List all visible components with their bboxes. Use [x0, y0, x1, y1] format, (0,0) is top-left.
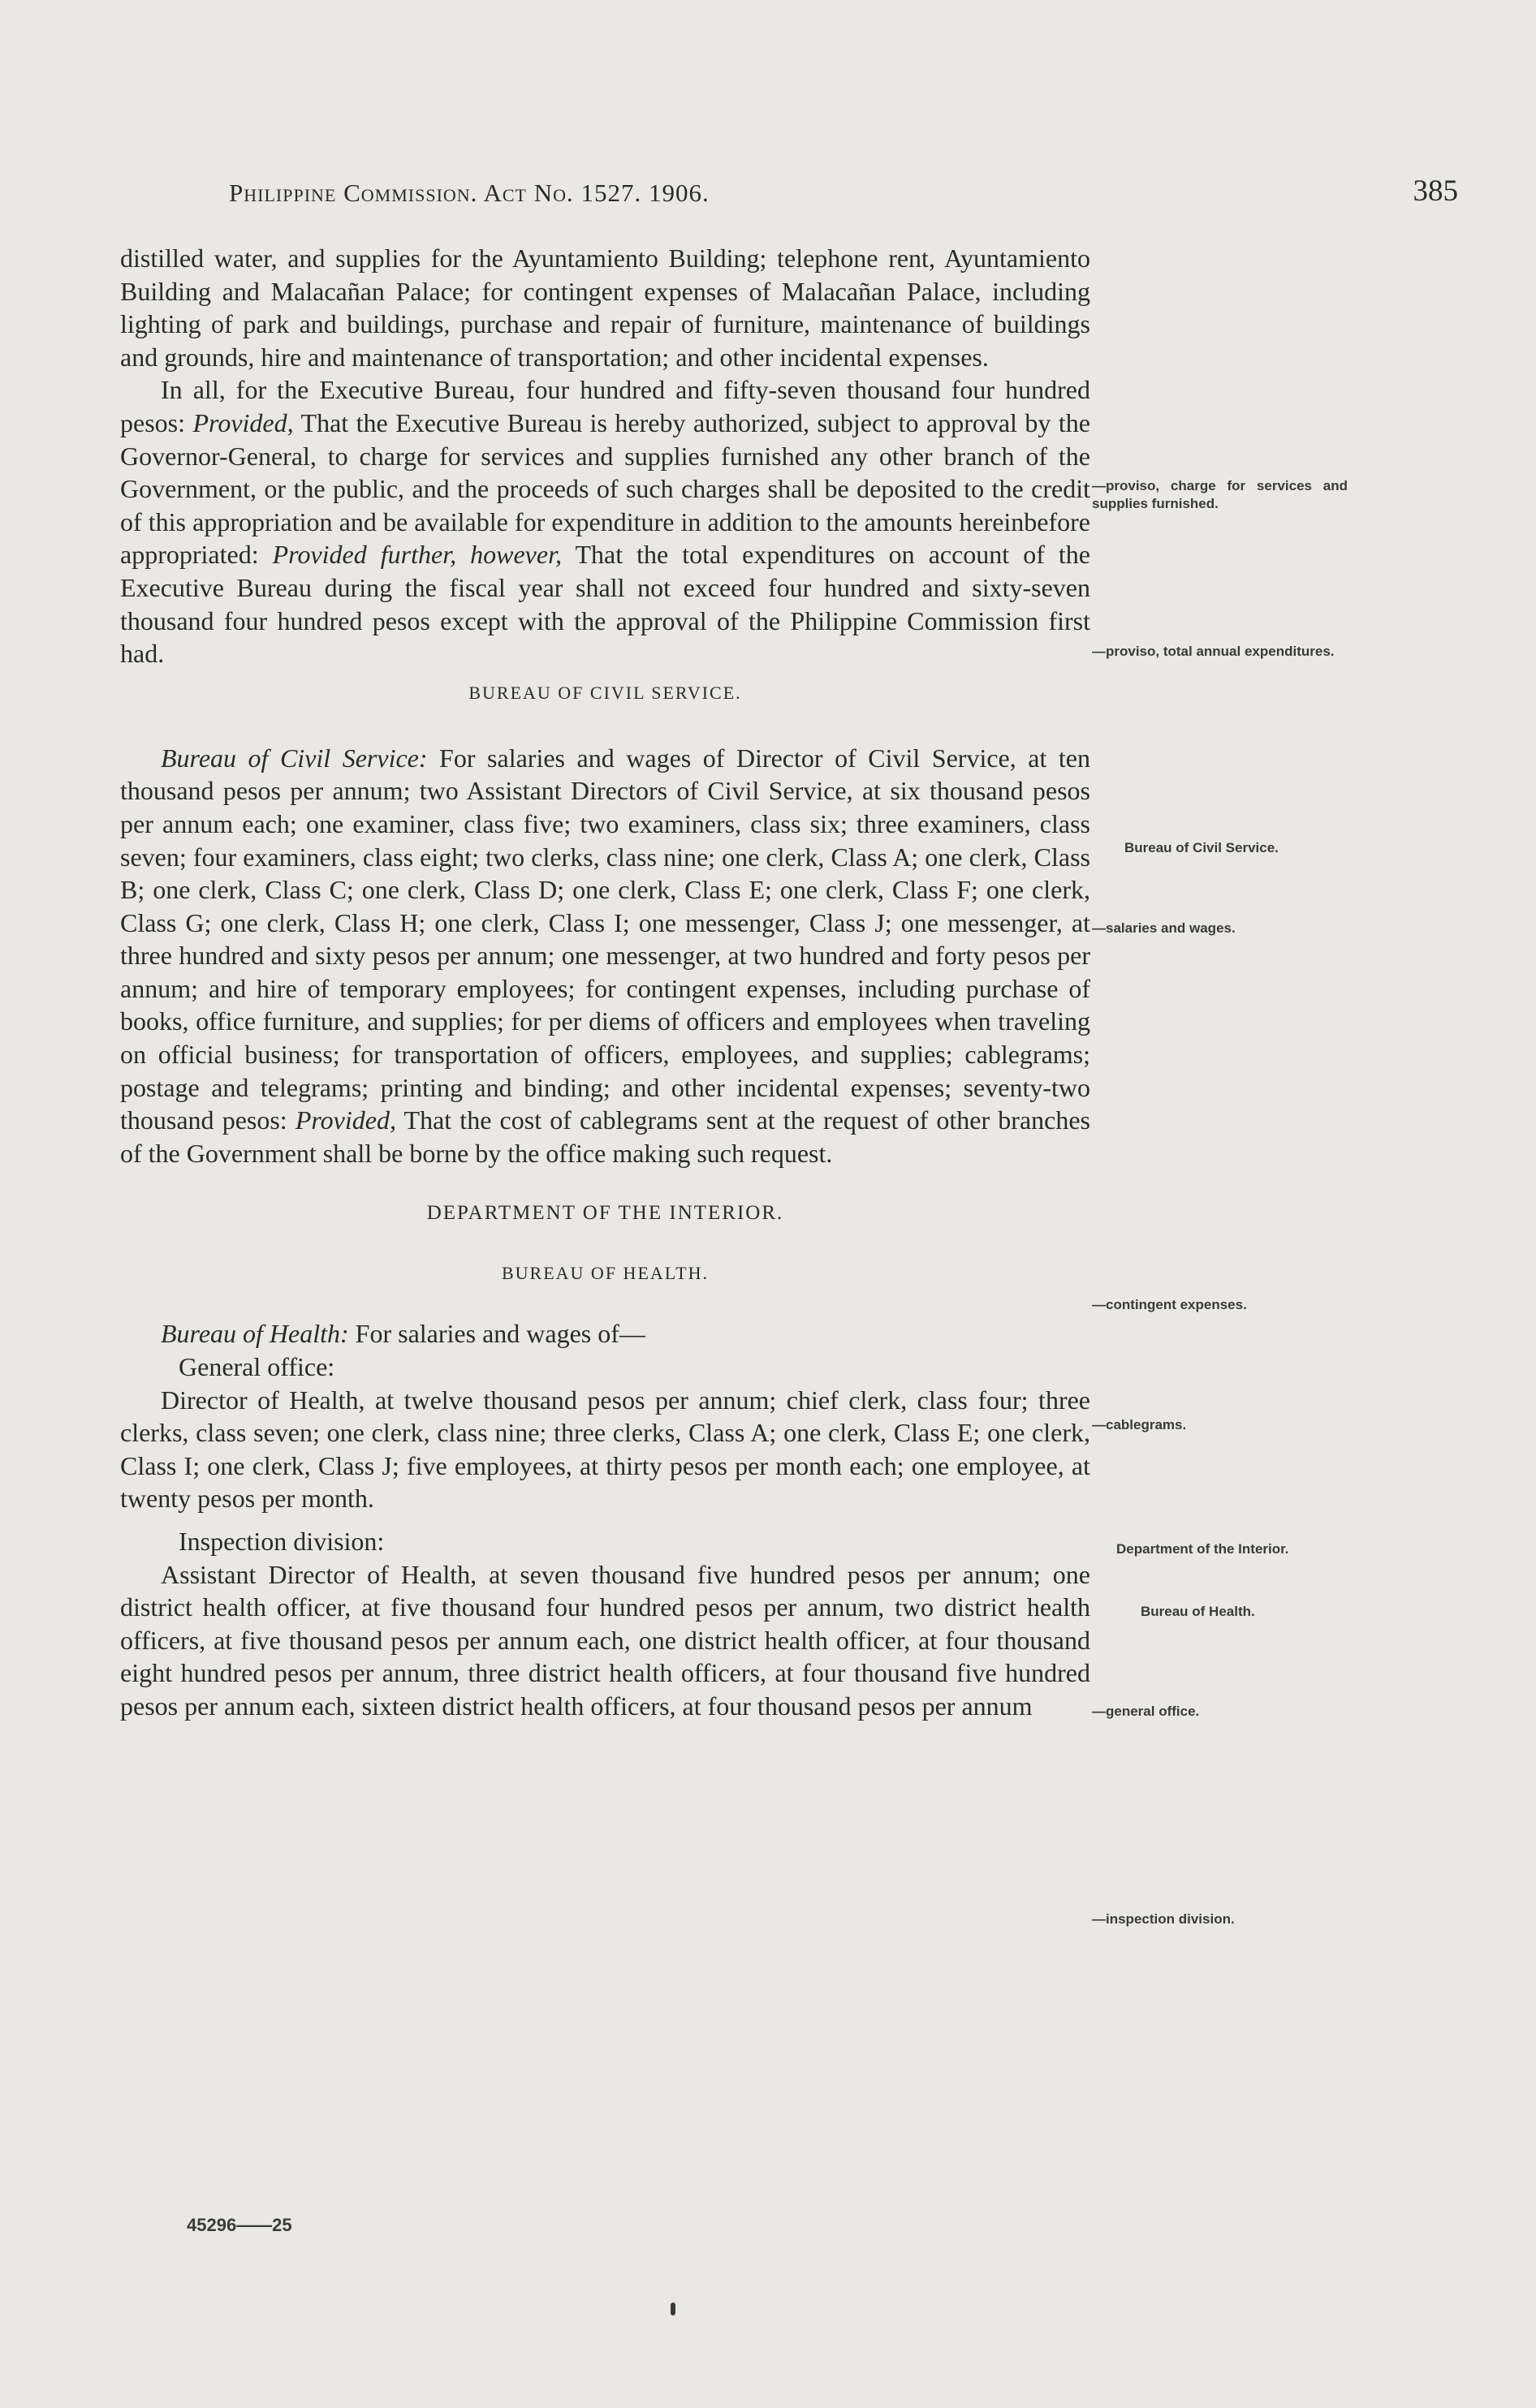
paragraph-inspection-division: Assistant Director of Health, at seven thousand five hundred pesos per annum; one district health officer, at five thousand four hundred pesos per annum, two district health officers, at five thousand pesos per annum each, one district health officer, at four thousand eight hundred pesos per annum, three district health officers, at four thousand five hundred pesos per annum each, sixteen district health officers, at four thousand pesos per annum [120, 1559, 1090, 1721]
bottom-ornament [671, 2302, 675, 2315]
paragraph-health-intro: Bureau of Health: For salaries and wages of— [161, 1319, 645, 1349]
margin-note-proviso-total: —proviso, total annual expenditures. [1092, 644, 1335, 659]
running-title: Philippine Commission. Act No. 1527. 1906. [229, 179, 710, 207]
margin-note-bureau-health: Bureau of Health. [1141, 1604, 1255, 1619]
main-text [120, 242, 1090, 1723]
margin-note-salaries-wages: —salaries and wages. [1092, 920, 1236, 936]
page-number: 385 [1413, 174, 1458, 208]
heading-department-interior: DEPARTMENT OF THE INTERIOR. [426, 1202, 784, 1225]
running-header [0, 174, 1536, 219]
paragraph-executive-total: In all, for the Executive Bureau, four hundred and fifty-seven thousand four hundred pesos: Provided, That the Executive Bureau is hereby authorized, subject to approval by the Governor-General, to charge for services and supplies furnished any other branch of the Government, or the public, and the proceeds of such charges shall be deposited to the credit of this appropriation and be available for expenditure in addition to the amounts hereinbefore appropriated: Provided further, however, That the total expenditures on account of the Executive Bureau during the fiscal year shall not exceed four hundred and sixty-seven thousand four hundred pesos except with the approval of the Philippine Commission first had. [120, 375, 1091, 669]
margin-note-civil-service: Bureau of Civil Service. [1124, 840, 1279, 855]
heading-bureau-health: BUREAU OF HEALTH. [501, 1263, 710, 1284]
provided-emphasis: Provided, [192, 407, 294, 437]
paragraph-executive-expenses: distilled water, and supplies for the Ayuntamiento Building; telephone rent, Ayuntamiento Building and Malacañan Palace; for contingent expenses of Malacañan Palace, including lighting of park and buildings, purchase and repair of furniture, maintenance of buildings and grounds, hire and maintenance of transportation; and other incidental expenses. [120, 243, 1090, 372]
provided-further-emphasis: Provided further, however, [272, 540, 562, 570]
margin-note-cablegrams: —cablegrams. [1092, 1417, 1187, 1432]
margin-note-contingent-expenses: —contingent expenses. [1092, 1297, 1247, 1312]
margin-note-proviso-charge: —proviso, charge for services and supplies furnished. [1092, 478, 1348, 511]
general-office-label: General office: [179, 1352, 335, 1382]
heading-bureau-civil-service: BUREAU OF CIVIL SERVICE. [468, 682, 742, 703]
margin-note-general-office: —general office. [1092, 1704, 1200, 1719]
margin-note-inspection-division: —inspection division. [1092, 1911, 1235, 1927]
inspection-division-label: Inspection division: [179, 1527, 385, 1556]
margin-note-department-interior: Department of the Interior. [1116, 1541, 1289, 1557]
signature-mark: 45296——25 [187, 2215, 292, 2235]
paragraph-civil-service: Bureau of Civil Service: For salaries and wages of Director of Civil Service, at ten thousand pesos per annum; two Assistant Directors of Civil Service, at six thousand pesos per annum each; one examiner, class five; two examiners, class six; three examiners, class seven; four examiners, class eight; two clerks, class nine; one clerk, Class A; one clerk, Class B; one clerk, Class C; one clerk, Class D; one clerk, Class E; one clerk, Class F; one clerk, Class G; one clerk, Class H; one clerk, Class I; one messenger, Class J; one messenger, at three hundred and sixty pesos per annum; one messenger, at two hundred and forty pesos per annum; and hire of temporary employees; for contingent expenses, including purchase of books, office furniture, and supplies; for per diems of officers and employees when traveling on official business; for transportation of officers, employees, and supplies; cablegrams; postage and telegrams; printing and binding; and other incidental expenses; seventy-two thousand pesos: Provided, That the cost of cablegrams sent at the request of other branches of the Government shall be borne by the office making such request. [120, 743, 1091, 1168]
paragraph-general-office: Director of Health, at twelve thousand pesos per annum; chief clerk, class four; three clerks, class seven; one clerk, class nine; three clerks, Class A; one clerk, Class E; one clerk, Class I; one clerk, Class J; five employees, at thirty pesos per month each; one employee, at twenty pesos per month. [120, 1385, 1090, 1514]
